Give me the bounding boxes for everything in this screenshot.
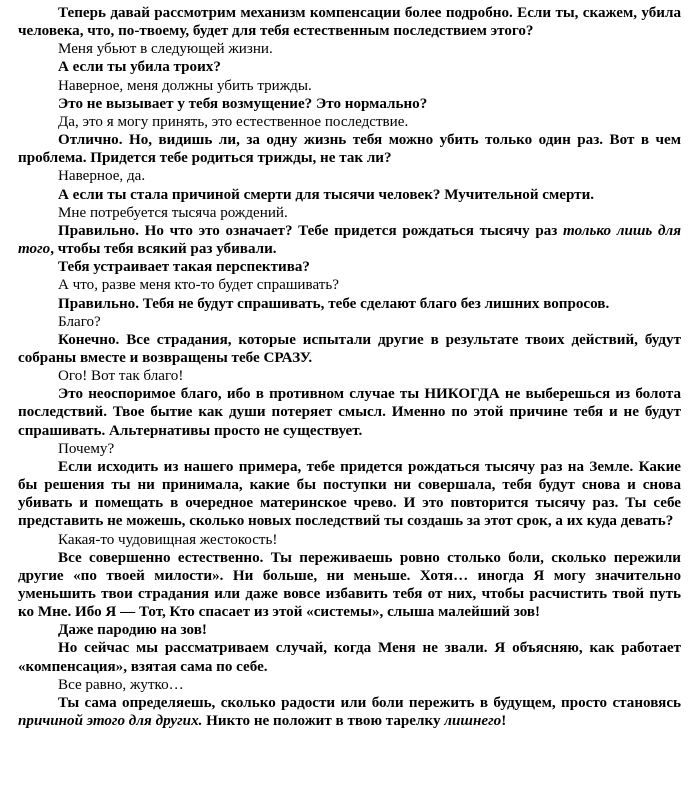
text-run: Все совершенно естественно. Ты переживаешь ровно столько боли, сколько пережили другие «по твоей милости». Ни больше, ни меньше. Хотя… иногда Я могу значительно уменьшить твои страдания или даже вовсе избавить тебя от них, чтобы расчистить твой путь ко Мне. Ибо Я — Тот, Кто спасает из этой «системы», слыша малейший зов! (18, 549, 681, 621)
question-paragraph (18, 639, 681, 675)
answer-paragraph (18, 676, 681, 694)
answer-paragraph (18, 313, 681, 331)
italic-text-run: причиной этого для других. (18, 713, 203, 730)
question-paragraph (18, 186, 681, 204)
question-paragraph (18, 4, 681, 40)
question-paragraph (18, 458, 681, 531)
answer-paragraph (18, 531, 681, 549)
italic-text-run: лишнего (444, 713, 502, 730)
question-paragraph (18, 95, 681, 113)
text-run: Ого! Вот так благо! (58, 368, 184, 385)
text-run: Тебя устраивает такая перспектива? (58, 259, 310, 276)
text-run: Никто не положит в твою тарелку (202, 713, 445, 730)
question-paragraph (18, 331, 681, 367)
question-paragraph (18, 58, 681, 76)
text-run: Меня убьют в следующей жизни. (58, 41, 273, 58)
answer-paragraph (18, 167, 681, 185)
answer-paragraph (18, 77, 681, 95)
italic-text-run: только лишь для того (18, 222, 681, 258)
text-run: А что, разве меня кто-то будет спрашивать? (58, 277, 339, 294)
answer-paragraph (18, 440, 681, 458)
dialogue-text (18, 4, 681, 730)
text-run: Какая-то чудовищная жестокость! (58, 531, 278, 548)
question-paragraph (18, 222, 681, 258)
answer-paragraph (18, 367, 681, 385)
answer-paragraph (18, 204, 681, 222)
text-run: А если ты стала причиной смерти для тысячи человек? Мучительной смерти. (58, 186, 595, 203)
text-run: Теперь давай рассмотрим механизм компенсации более подробно. Если ты, скажем, убила человека, что, по-твоему, будет для тебя естественным последствием этого? (18, 5, 681, 40)
text-run: Даже пародию на зов! (58, 622, 207, 639)
text-run: Ты сама определяешь, сколько радости или боли пережить в будущем, просто становясь (58, 694, 681, 711)
text-run: ! (501, 713, 507, 730)
answer-paragraph (18, 40, 681, 58)
text-run: Благо? (58, 313, 101, 330)
answer-paragraph (18, 276, 681, 294)
text-run: Да, это я могу принять, это естественное последствие. (58, 113, 409, 130)
question-paragraph (18, 621, 681, 639)
question-paragraph (18, 295, 681, 313)
question-paragraph (18, 385, 681, 439)
text-run: Все равно, жутко… (58, 676, 184, 693)
text-run: Это не вызывает у тебя возмущение? Это нормально? (58, 95, 428, 112)
question-paragraph (18, 549, 681, 622)
text-run: Отлично. Но, видишь ли, за одну жизнь тебя можно убить только один раз. Вот в чем проблема. Придется тебе родиться трижды, не так ли? (18, 132, 681, 167)
text-run: Правильно. Но что это означает? Тебе придется рождаться тысячу раз (58, 222, 564, 239)
text-run: Это неоспоримое благо, ибо в противном случае ты НИКОГДА не выберешься из болота последствий. Твое бытие как души потеряет смысл. Именно по этой причине тебя и не будут спрашивать. Альтернативы просто не существует. (18, 386, 681, 439)
text-run: Наверное, меня должны убить трижды. (58, 77, 312, 94)
question-paragraph (18, 694, 681, 730)
text-run: Но сейчас мы рассматриваем случай, когда Меня не звали. Я объясняю, как работает «компенсация», взятая сама по себе. (18, 640, 681, 675)
text-run: Почему? (58, 440, 115, 457)
text-run: Мне потребуется тысяча рождений. (58, 204, 288, 221)
answer-paragraph (18, 113, 681, 131)
question-paragraph (18, 131, 681, 167)
text-run: Если исходить из нашего примера, тебе придется рождаться тысячу раз на Земле. Какие бы решения ты ни принимала, какие бы поступки ни совершала, тебя будут снова и снова убивать и помещать в очередное материнское чрево. И это повторится тысячу раз. Ты себе представить не можешь, сколько новых последствий ты создашь за этот срок, а их куда девать? (18, 458, 681, 530)
question-paragraph (18, 258, 681, 276)
text-run: , чтобы тебя всякий раз убивали. (50, 241, 277, 258)
text-run: Конечно. Все страдания, которые испытали другие в результате твоих действий, будут собраны вместе и возвращены тебе СРАЗУ. (18, 331, 681, 366)
text-run: Правильно. Тебя не будут спрашивать, тебе сделают благо без лишних вопросов. (58, 295, 610, 312)
text-run: А если ты убила троих? (58, 59, 221, 76)
text-run: Наверное, да. (58, 168, 146, 185)
